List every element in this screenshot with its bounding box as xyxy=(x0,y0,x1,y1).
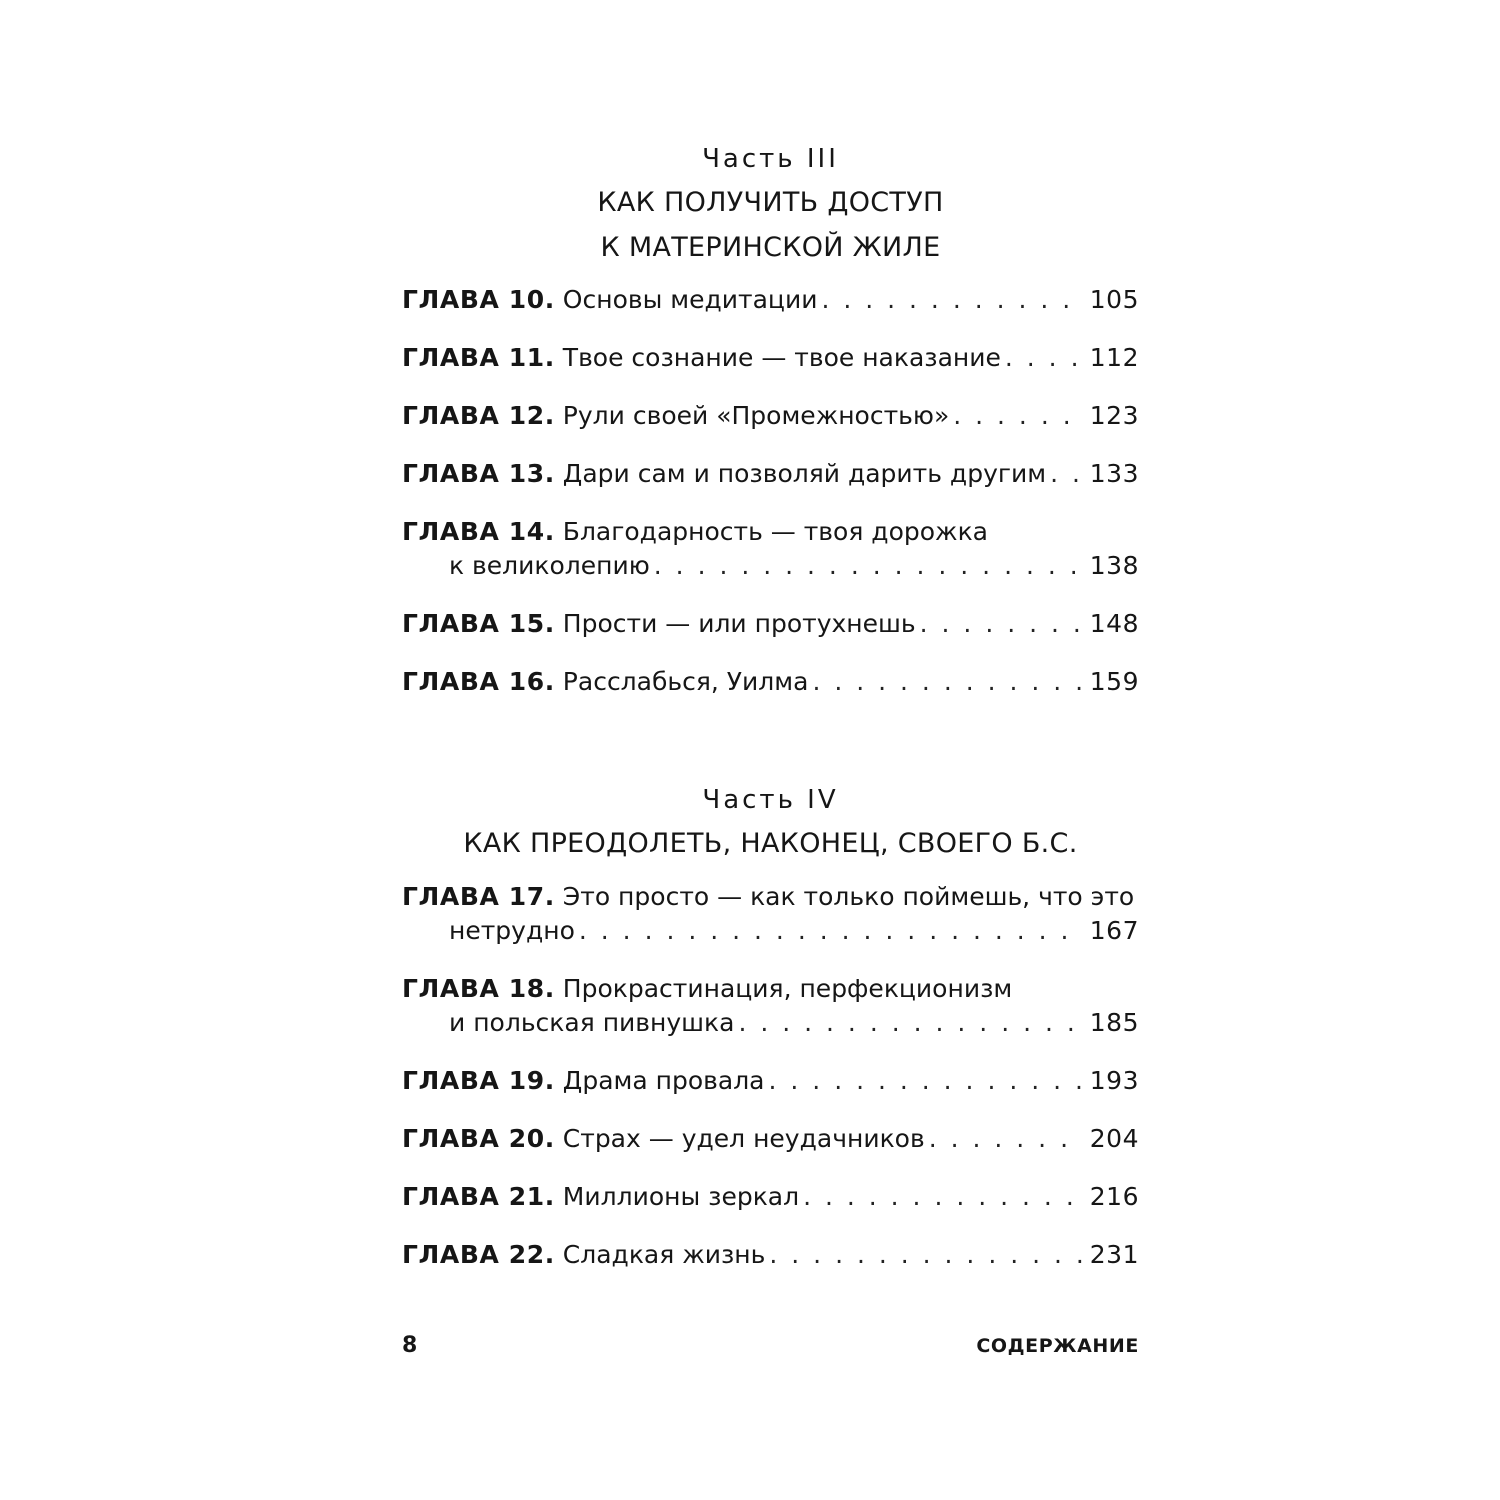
page-number: 133 xyxy=(1089,459,1139,488)
chapter-title: Страх — удел неудачников xyxy=(562,1124,925,1153)
toc-entry-chapter-16[interactable] xyxy=(402,665,1139,699)
part-3-section xyxy=(402,138,1139,699)
chapter-number: ГЛАВА 16. xyxy=(402,667,555,696)
running-head: СОДЕРЖАНИЕ xyxy=(976,1335,1139,1357)
chapter-title: Рули своей «Промежностью» xyxy=(562,401,950,430)
chapter-title: Прости — или протухнешь xyxy=(562,609,916,638)
chapter-title: Драма провала xyxy=(562,1066,765,1095)
chapter-number: ГЛАВА 14. xyxy=(402,517,555,546)
toc-page xyxy=(402,138,1139,1296)
chapter-number: ГЛАВА 12. xyxy=(402,401,555,430)
chapter-number: ГЛАВА 13. xyxy=(402,459,555,488)
part-title-line-1: КАК ПРЕОДОЛЕТЬ, НАКОНЕЦ, СВОЕГО Б.С. xyxy=(463,828,1078,859)
chapter-title: Твое сознание — твое наказание xyxy=(562,343,1001,372)
page-number: 167 xyxy=(1089,916,1139,945)
chapter-title-continuation: к великолепию xyxy=(449,551,650,580)
page-folio: 8 xyxy=(402,1333,418,1358)
chapter-title: Сладкая жизнь xyxy=(562,1240,766,1269)
toc-entry-chapter-22[interactable] xyxy=(402,1238,1139,1272)
chapter-number: ГЛАВА 21. xyxy=(402,1182,555,1211)
chapter-title: Благодарность — твоя дорожка xyxy=(562,517,988,546)
toc-entry-chapter-12[interactable] xyxy=(402,399,1139,433)
toc-entry-chapter-15[interactable] xyxy=(402,607,1139,641)
dot-leader xyxy=(1005,341,1084,375)
toc-entry-chapter-20[interactable] xyxy=(402,1122,1139,1156)
dot-leader xyxy=(812,665,1083,699)
part-label: Часть III xyxy=(702,144,839,174)
chapter-number: ГЛАВА 18. xyxy=(402,974,555,1003)
chapter-number: ГЛАВА 17. xyxy=(402,882,555,911)
chapter-title: Миллионы зеркал xyxy=(562,1182,800,1211)
chapter-number: ГЛАВА 20. xyxy=(402,1124,555,1153)
part-label: Часть IV xyxy=(702,785,839,815)
toc-entry-chapter-17[interactable] xyxy=(402,880,1139,948)
page-number: 216 xyxy=(1089,1182,1139,1211)
toc-entry-chapter-18[interactable] xyxy=(402,972,1139,1040)
chapter-number: ГЛАВА 11. xyxy=(402,343,555,372)
chapter-number: ГЛАВА 22. xyxy=(402,1240,555,1269)
part-title-line-2: К МАТЕРИНСКОЙ ЖИЛЕ xyxy=(600,232,941,263)
page-number: 204 xyxy=(1089,1124,1139,1153)
dot-leader xyxy=(738,1006,1083,1040)
page-number: 105 xyxy=(1089,285,1139,314)
chapter-list xyxy=(402,283,1139,699)
part-4-section xyxy=(402,779,1139,1272)
page-number: 148 xyxy=(1089,609,1139,638)
part-header xyxy=(402,138,1139,270)
dot-leader xyxy=(920,607,1084,641)
page-footer xyxy=(402,1333,1139,1358)
dot-leader xyxy=(803,1180,1084,1214)
page-number: 231 xyxy=(1089,1240,1139,1269)
dot-leader xyxy=(769,1238,1083,1272)
chapter-title: Дари сам и позволяй дарить другим xyxy=(562,459,1047,488)
toc-entry-chapter-11[interactable] xyxy=(402,341,1139,375)
toc-entry-chapter-13[interactable] xyxy=(402,457,1139,491)
page-number: 123 xyxy=(1089,401,1139,430)
chapter-title: Это просто — как только поймешь, что это xyxy=(562,882,1135,911)
chapter-title: Расслабься, Уилма xyxy=(562,667,809,696)
page-number: 159 xyxy=(1089,667,1139,696)
toc-entry-chapter-14[interactable] xyxy=(402,515,1139,583)
page-number: 112 xyxy=(1089,343,1139,372)
dot-leader xyxy=(769,1064,1084,1098)
dot-leader xyxy=(821,283,1083,317)
part-header xyxy=(402,779,1139,867)
toc-entry-chapter-19[interactable] xyxy=(402,1064,1139,1098)
dot-leader xyxy=(953,399,1084,433)
dot-leader xyxy=(579,914,1084,948)
chapter-number: ГЛАВА 19. xyxy=(402,1066,555,1095)
chapter-title: Прокрастинация, перфекционизм xyxy=(562,974,1013,1003)
part-title-line-1: КАК ПОЛУЧИТЬ ДОСТУП xyxy=(597,187,944,218)
chapter-title: Основы медитации xyxy=(562,285,818,314)
toc-entry-chapter-21[interactable] xyxy=(402,1180,1139,1214)
dot-leader xyxy=(654,549,1084,583)
page-number: 193 xyxy=(1089,1066,1139,1095)
chapter-title-continuation: нетрудно xyxy=(449,916,575,945)
chapter-list xyxy=(402,880,1139,1272)
dot-leader xyxy=(1050,457,1084,491)
chapter-number: ГЛАВА 15. xyxy=(402,609,555,638)
page-number: 138 xyxy=(1089,551,1139,580)
chapter-title-continuation: и польская пивнушка xyxy=(449,1008,735,1037)
chapter-number: ГЛАВА 10. xyxy=(402,285,555,314)
page-number: 185 xyxy=(1089,1008,1139,1037)
toc-entry-chapter-10[interactable] xyxy=(402,283,1139,317)
dot-leader xyxy=(929,1122,1084,1156)
